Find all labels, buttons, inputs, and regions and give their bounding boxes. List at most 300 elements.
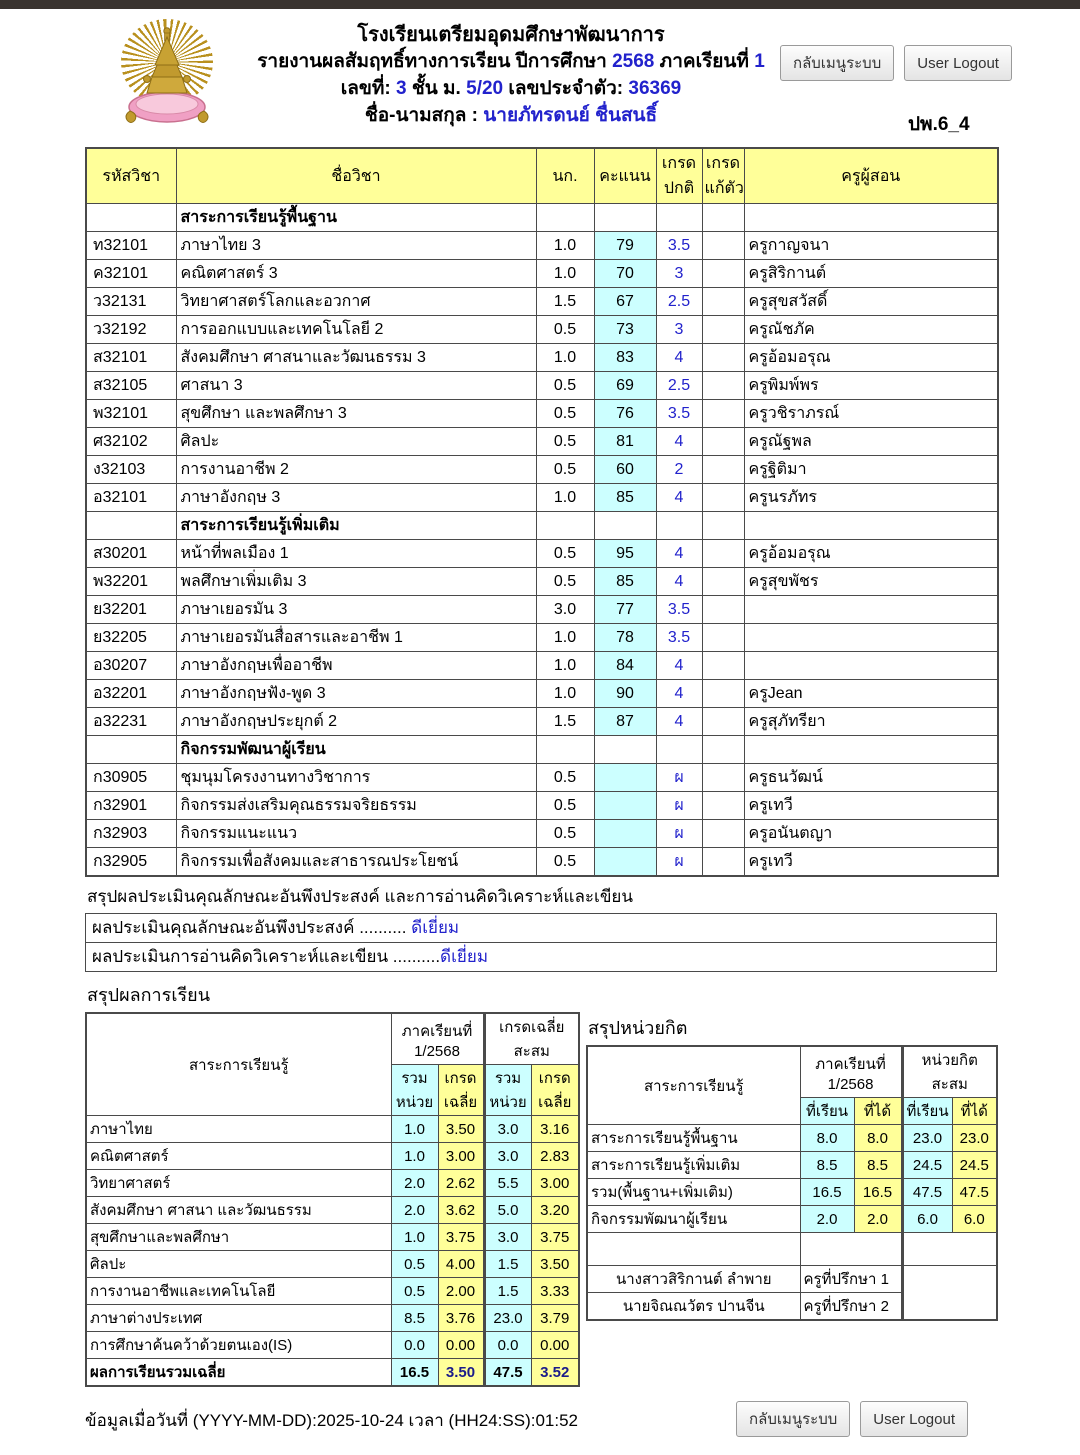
cell-score: 77 [594, 596, 656, 624]
cell-subject-name: ภาษาอังกฤษ 3 [176, 484, 536, 512]
cell-score [594, 792, 656, 820]
cell-grade-normal: ผ [656, 820, 702, 848]
cell-subject-code: ง32103 [86, 456, 176, 484]
summary-value-cell: 23.0 [902, 1125, 952, 1152]
cell-credits: 1.0 [536, 652, 594, 680]
cell-credits: 0.5 [536, 400, 594, 428]
grade-summary-block [85, 978, 578, 1387]
class-value: 5/20 [466, 78, 504, 100]
cell-score: 76 [594, 400, 656, 428]
cell-score [594, 848, 656, 877]
cell-credits: 0.5 [536, 820, 594, 848]
summary-area [0, 978, 1080, 1387]
cell-subject-code: ย32205 [86, 624, 176, 652]
cell-grade-normal: 4 [656, 540, 702, 568]
cell-subject-code: ก32903 [86, 820, 176, 848]
student-id: 36369 [628, 78, 682, 100]
subject-row [86, 820, 998, 848]
subject-row [86, 680, 998, 708]
subject-row [86, 792, 998, 820]
cell-grade-normal: 4 [656, 708, 702, 736]
summary-value-cell: 0.00 [531, 1332, 579, 1359]
cell-grade-retake [702, 820, 744, 848]
data-timestamp: ข้อมูลเมื่อวันที่ (YYYY-MM-DD):2025-10-24 เวลา (HH24:SS):01:52 [85, 1411, 578, 1430]
cell-grade-normal: 3.5 [656, 624, 702, 652]
cell-teacher: ครูอ้อมอรุณ [744, 540, 998, 568]
cell-grade-retake [702, 792, 744, 820]
cell-subject-code: ส32101 [86, 344, 176, 372]
cell-teacher [744, 624, 998, 652]
cell-subject-name: สุขศึกษา และพลศึกษา 3 [176, 400, 536, 428]
empty-cell [744, 204, 998, 232]
user-logout-button-bottom[interactable]: User Logout [860, 1401, 968, 1437]
cell-grade-retake [702, 316, 744, 344]
cell-teacher: ครูฐิติมา [744, 456, 998, 484]
subject-row [86, 344, 998, 372]
empty-cell [744, 736, 998, 764]
summary-value-cell: 1.0 [391, 1224, 438, 1251]
student-info-line [242, 76, 780, 103]
assessment-characteristics-label: ผลประเมินคุณลักษณะอันพึงประสงค์ .......... [92, 918, 412, 937]
subject-row [86, 540, 998, 568]
cell-subject-code: อ30207 [86, 652, 176, 680]
cell-score [594, 820, 656, 848]
section-header-row [86, 736, 998, 764]
cell-grade-retake [702, 372, 744, 400]
summary-row-label: ศิลปะ [86, 1251, 391, 1278]
user-logout-button[interactable]: User Logout [904, 45, 1012, 81]
summary-value-cell: 5.5 [484, 1170, 531, 1197]
credit-summary-cumulative-group: หน่วยกิตสะสม [902, 1046, 997, 1098]
cell-credits: 1.0 [536, 344, 594, 372]
cell-credits: 3.0 [536, 596, 594, 624]
empty-cell [594, 736, 656, 764]
subject-row [86, 652, 998, 680]
cell-subject-code: ก32905 [86, 848, 176, 877]
subject-row [86, 260, 998, 288]
cell-credits: 0.5 [536, 764, 594, 792]
back-to-menu-button[interactable]: กลับเมนูระบบ [780, 45, 894, 81]
sub-col-units-term: รวม หน่วย [391, 1065, 438, 1116]
cell-score: 81 [594, 428, 656, 456]
cell-credits: 1.5 [536, 288, 594, 316]
assessment-reading-row [85, 942, 997, 972]
assessment-characteristics-result: ดีเยี่ยม [411, 918, 460, 937]
cell-credits: 0.5 [536, 848, 594, 877]
cell-grade-normal: 4 [656, 568, 702, 596]
summary-value-cell: 0.0 [391, 1332, 438, 1359]
summary-value-cell: 8.5 [800, 1152, 854, 1179]
empty-cell [902, 1233, 997, 1266]
cell-grade-normal: 2 [656, 456, 702, 484]
cell-subject-name: ภาษาอังกฤษประยุกต์ 2 [176, 708, 536, 736]
empty-cell [86, 204, 176, 232]
cell-teacher: ครูสิริกานต์ [744, 260, 998, 288]
cell-subject-name: กิจกรรมแนะแนว [176, 820, 536, 848]
cell-subject-name: วิทยาศาสตร์โลกและอวกาศ [176, 288, 536, 316]
subject-row [86, 316, 998, 344]
empty-cell [702, 204, 744, 232]
subject-row [86, 568, 998, 596]
subject-row [86, 232, 998, 260]
cell-grade-retake [702, 848, 744, 877]
summary-value-cell: 3.50 [438, 1116, 484, 1143]
name-label: ชื่อ-นามสกุล : [364, 105, 479, 127]
top-bar [0, 0, 1080, 9]
cell-grade-retake [702, 708, 744, 736]
grade-summary-row [86, 1116, 579, 1143]
summary-value-cell: 3.62 [438, 1197, 484, 1224]
page-footer [0, 1401, 1080, 1455]
report-title-block [242, 19, 780, 130]
section-title-cell: สาระการเรียนรู้พื้นฐาน [176, 204, 536, 232]
summary-value-cell: 1.0 [391, 1143, 438, 1170]
summary-value-cell: 3.50 [438, 1359, 484, 1387]
empty-cell [86, 512, 176, 540]
cell-grade-normal: 4 [656, 484, 702, 512]
cell-teacher [744, 596, 998, 624]
cell-credits: 0.5 [536, 568, 594, 596]
summary-value-cell: 6.0 [952, 1206, 997, 1233]
summary-row-label: คณิตศาสตร์ [86, 1143, 391, 1170]
subject-row [86, 428, 998, 456]
credit-summary-row [587, 1152, 997, 1179]
empty-cell [656, 204, 702, 232]
empty-cell [702, 512, 744, 540]
summary-row-label: สุขศึกษาและพลศึกษา [86, 1224, 391, 1251]
seat-number: 3 [396, 78, 407, 100]
col-grade-retake: เกรด แก้ตัว [702, 148, 744, 204]
grade-summary-row [86, 1251, 579, 1278]
col-credits: นก. [536, 148, 594, 204]
cell-subject-name: ศิลปะ [176, 428, 536, 456]
cell-subject-code: พ32101 [86, 400, 176, 428]
advisor-role: ครูที่ปรึกษา 2 [800, 1293, 902, 1321]
summary-value-cell: 1.5 [484, 1251, 531, 1278]
assessment-characteristics-row [85, 913, 997, 942]
summary-value-cell: 3.0 [484, 1224, 531, 1251]
cell-subject-code: ว32192 [86, 316, 176, 344]
cell-grade-retake [702, 344, 744, 372]
summary-value-cell: 3.33 [531, 1278, 579, 1305]
grade-summary-cumulative-group: เกรดเฉลี่ย สะสม [484, 1013, 579, 1065]
cell-grade-normal: 3 [656, 316, 702, 344]
cell-score: 83 [594, 344, 656, 372]
subject-row [86, 372, 998, 400]
grade-summary-row [86, 1197, 579, 1224]
cell-credits: 0.5 [536, 316, 594, 344]
cell-grade-normal: ผ [656, 792, 702, 820]
summary-value-cell: 3.00 [438, 1143, 484, 1170]
cell-subject-name: ชุมนุมโครงงานทางวิชาการ [176, 764, 536, 792]
section-title-cell: กิจกรรมพัฒนาผู้เรียน [176, 736, 536, 764]
cell-grade-normal: 4 [656, 680, 702, 708]
cell-subject-code: ท32101 [86, 232, 176, 260]
cell-credits: 0.5 [536, 428, 594, 456]
cell-subject-name: ภาษาไทย 3 [176, 232, 536, 260]
grades-table [85, 147, 999, 877]
summary-value-cell: 3.0 [484, 1116, 531, 1143]
page-header [0, 9, 1080, 139]
grade-summary-row [86, 1224, 579, 1251]
empty-cell [86, 736, 176, 764]
cell-score: 79 [594, 232, 656, 260]
cell-credits: 1.0 [536, 624, 594, 652]
cell-grade-normal: 2.5 [656, 372, 702, 400]
grade-summary-row [86, 1278, 579, 1305]
summary-value-cell: 23.0 [952, 1125, 997, 1152]
credit-summary-heading: สรุปหน่วยกิต [588, 1018, 688, 1038]
cell-subject-name: ศาสนา 3 [176, 372, 536, 400]
grade-summary-heading: สรุปผลการเรียน [87, 985, 211, 1005]
summary-value-cell: 2.0 [391, 1197, 438, 1224]
cell-score [594, 764, 656, 792]
cell-score: 85 [594, 568, 656, 596]
sub-col-enrolled-term: ที่เรียน [800, 1098, 854, 1125]
summary-value-cell: 8.0 [854, 1125, 902, 1152]
summary-value-cell: 3.0 [484, 1143, 531, 1170]
summary-row-label: สาระการเรียนรู้เพิ่มเติม [587, 1152, 800, 1179]
cell-grade-normal: 3.5 [656, 232, 702, 260]
cell-teacher: ครูสุขพัชร [744, 568, 998, 596]
cell-teacher: ครูวชิราภรณ์ [744, 400, 998, 428]
cell-teacher [744, 652, 998, 680]
subject-row [86, 624, 998, 652]
cell-credits: 1.5 [536, 708, 594, 736]
summary-value-cell: 3.75 [531, 1224, 579, 1251]
summary-row-label: การศึกษาค้นคว้าด้วยตนเอง(IS) [86, 1332, 391, 1359]
academic-year: 2568 [612, 51, 655, 73]
cell-score: 60 [594, 456, 656, 484]
header-actions [780, 19, 1080, 139]
sub-col-gpa-cum: เกรด เฉลี่ย [531, 1065, 579, 1116]
sub-col-units-cum: รวม หน่วย [484, 1065, 531, 1116]
col-grade-normal: เกรด ปกติ [656, 148, 702, 204]
assessment-reading-result: ดีเยี่ยม [440, 947, 489, 966]
school-name: โรงเรียนเตรียมอุดมศึกษาพัฒนาการ [357, 24, 665, 46]
summary-value-cell: 3.16 [531, 1116, 579, 1143]
cell-grade-normal: 3.5 [656, 400, 702, 428]
sub-col-gpa-term: เกรด เฉลี่ย [438, 1065, 484, 1116]
cell-grade-normal: 4 [656, 344, 702, 372]
summary-value-cell: 4.00 [438, 1251, 484, 1278]
summary-row-label: ภาษาไทย [86, 1116, 391, 1143]
back-to-menu-button-bottom[interactable]: กลับเมนูระบบ [736, 1401, 850, 1437]
empty-cell [536, 736, 594, 764]
subject-row [86, 400, 998, 428]
summary-row-label: รวม(พื้นฐาน+เพิ่มเติม) [587, 1179, 800, 1206]
cell-score: 95 [594, 540, 656, 568]
cell-grade-normal: 4 [656, 428, 702, 456]
cell-subject-name: หน้าที่พลเมือง 1 [176, 540, 536, 568]
cell-grade-retake [702, 596, 744, 624]
student-name-line [242, 103, 780, 130]
credit-summary-row [587, 1179, 997, 1206]
cell-grade-retake [702, 288, 744, 316]
summary-value-cell: 47.5 [902, 1179, 952, 1206]
summary-value-cell: 3.20 [531, 1197, 579, 1224]
summary-value-cell: 16.5 [391, 1359, 438, 1387]
cell-subject-name: สังคมศึกษา ศาสนาและวัฒนธรรม 3 [176, 344, 536, 372]
cell-score: 84 [594, 652, 656, 680]
col-teacher: ครูผู้สอน [744, 148, 998, 204]
cell-teacher: ครูณัชภัค [744, 316, 998, 344]
cell-teacher: ครูธนวัฒน์ [744, 764, 998, 792]
cell-subject-code: พ32201 [86, 568, 176, 596]
seat-label: เลขที่: [340, 78, 391, 100]
summary-value-cell: 1.5 [484, 1278, 531, 1305]
summary-value-cell: 2.83 [531, 1143, 579, 1170]
section-header-row [86, 204, 998, 232]
summary-value-cell: 47.5 [952, 1179, 997, 1206]
cell-teacher: ครูอ้อมอรุณ [744, 344, 998, 372]
assessment-reading-label: ผลประเมินการอ่านคิดวิเคราะห์และเขียน .......... [92, 947, 441, 966]
cell-credits: 0.5 [536, 372, 594, 400]
cell-score: 73 [594, 316, 656, 344]
school-logo [92, 19, 242, 133]
cell-grade-retake [702, 484, 744, 512]
summary-value-cell: 2.0 [391, 1170, 438, 1197]
cell-credits: 1.0 [536, 680, 594, 708]
summary-row-label: กิจกรรมพัฒนาผู้เรียน [587, 1206, 800, 1233]
cell-grade-normal: ผ [656, 848, 702, 877]
summary-value-cell: 3.00 [531, 1170, 579, 1197]
cell-subject-code: ศ32102 [86, 428, 176, 456]
cell-score: 69 [594, 372, 656, 400]
cell-subject-code: ก30905 [86, 764, 176, 792]
sub-col-earned-term: ที่ได้ [854, 1098, 902, 1125]
summary-value-cell: 2.0 [854, 1206, 902, 1233]
cell-credits: 0.5 [536, 456, 594, 484]
credit-summary-block [586, 978, 996, 1387]
cell-credits: 0.5 [536, 540, 594, 568]
section-header-row [86, 512, 998, 540]
cell-score: 85 [594, 484, 656, 512]
cell-teacher: ครูสุขสวัสดิ์ [744, 288, 998, 316]
summary-value-cell: 5.0 [484, 1197, 531, 1224]
sub-col-enrolled-cum: ที่เรียน [902, 1098, 952, 1125]
cell-score: 87 [594, 708, 656, 736]
cell-grade-retake [702, 764, 744, 792]
summary-value-cell: 6.0 [902, 1206, 952, 1233]
cell-teacher: ครูอนันตญา [744, 820, 998, 848]
summary-value-cell: 24.5 [902, 1152, 952, 1179]
empty-cell [536, 204, 594, 232]
assessment-summary [85, 881, 997, 972]
subject-row [86, 596, 998, 624]
cell-subject-code: ส32105 [86, 372, 176, 400]
cell-grade-normal: 3.5 [656, 596, 702, 624]
cell-teacher: ครูJean [744, 680, 998, 708]
credit-summary-term-group: ภาคเรียนที่ 1/2568 [800, 1046, 902, 1098]
grade-summary-row [86, 1305, 579, 1332]
cell-grade-retake [702, 540, 744, 568]
advisor-role: ครูที่ปรึกษา 1 [800, 1266, 902, 1293]
cell-subject-code: ย32201 [86, 596, 176, 624]
cell-grade-normal: 4 [656, 652, 702, 680]
cell-teacher: ครูเทวี [744, 848, 998, 877]
cell-score: 67 [594, 288, 656, 316]
cell-subject-name: ภาษาเยอรมัน 3 [176, 596, 536, 624]
summary-value-cell: 1.0 [391, 1116, 438, 1143]
credit-summary-table [586, 1045, 998, 1321]
cell-grade-retake [702, 428, 744, 456]
sub-col-earned-cum: ที่ได้ [952, 1098, 997, 1125]
cell-grade-normal: 3 [656, 260, 702, 288]
summary-value-cell: 8.5 [854, 1152, 902, 1179]
cell-subject-code: ก32901 [86, 792, 176, 820]
empty-cell [702, 736, 744, 764]
summary-value-cell: 0.0 [484, 1332, 531, 1359]
cell-subject-name: พลศึกษาเพิ่มเติม 3 [176, 568, 536, 596]
empty-cell [656, 512, 702, 540]
summary-value-cell: 0.5 [391, 1278, 438, 1305]
grade-summary-total-row [86, 1359, 579, 1387]
summary-value-cell: 16.5 [800, 1179, 854, 1206]
summary-value-cell: 24.5 [952, 1152, 997, 1179]
report-prefix: รายงานผลสัมฤทธิ์ทางการเรียน ปีการศึกษา [257, 51, 607, 73]
cell-credits: 1.0 [536, 232, 594, 260]
subject-row [86, 456, 998, 484]
subject-row [86, 484, 998, 512]
cell-grade-normal: 2.5 [656, 288, 702, 316]
advisor-row [587, 1266, 997, 1293]
grade-summary-row [86, 1143, 579, 1170]
cell-grade-retake [702, 456, 744, 484]
summary-row-label: ผลการเรียนรวมเฉลี่ย [86, 1359, 391, 1387]
summary-value-cell: 3.79 [531, 1305, 579, 1332]
cell-grade-normal: ผ [656, 764, 702, 792]
summary-row-label: วิทยาศาสตร์ [86, 1170, 391, 1197]
cell-subject-name: ภาษาเยอรมันสื่อสารและอาชีพ 1 [176, 624, 536, 652]
col-subject-name: ชื่อวิชา [176, 148, 536, 204]
cell-subject-name: กิจกรรมเพื่อสังคมและสาธารณประโยชน์ [176, 848, 536, 877]
term-label: ภาคเรียนที่ [659, 51, 749, 73]
form-code-label: ปพ.6_4 [908, 114, 970, 135]
credit-summary-row [587, 1206, 997, 1233]
cell-credits: 1.0 [536, 260, 594, 288]
credit-summary-group-header [587, 1046, 997, 1098]
section-title-cell: สาระการเรียนรู้เพิ่มเติม [176, 512, 536, 540]
cell-teacher: ครูนรภัทร [744, 484, 998, 512]
grades-table-header-row [86, 148, 998, 204]
summary-row-label: ภาษาต่างประเทศ [86, 1305, 391, 1332]
empty-cell [656, 736, 702, 764]
credit-summary-row [587, 1125, 997, 1152]
subject-row [86, 708, 998, 736]
subject-row [86, 288, 998, 316]
grade-summary-table [85, 1012, 580, 1387]
cell-teacher: ครูสุภัทรียา [744, 708, 998, 736]
cell-grade-retake [702, 260, 744, 288]
cell-teacher: ครูกาญจนา [744, 232, 998, 260]
cell-teacher: ครูพิมพ์พร [744, 372, 998, 400]
cell-subject-code: ค32101 [86, 260, 176, 288]
cell-subject-name: การออกแบบและเทคโนโลยี 2 [176, 316, 536, 344]
advisor-name: นายจิณณวัตร ปานจีน [587, 1293, 800, 1321]
cell-score: 78 [594, 624, 656, 652]
empty-cell [594, 512, 656, 540]
grade-summary-row [86, 1332, 579, 1359]
summary-value-cell: 47.5 [484, 1359, 531, 1387]
student-id-label: เลขประจำตัว: [508, 78, 624, 100]
credit-summary-name-header: สาระการเรียนรู้ [587, 1046, 800, 1125]
student-name: นายภัทรดนย์ ชื่นสนธิ์ [483, 105, 658, 127]
grade-summary-row [86, 1170, 579, 1197]
grade-summary-name-header: สาระการเรียนรู้ [86, 1013, 391, 1116]
cell-subject-code: อ32231 [86, 708, 176, 736]
summary-value-cell: 0.5 [391, 1251, 438, 1278]
